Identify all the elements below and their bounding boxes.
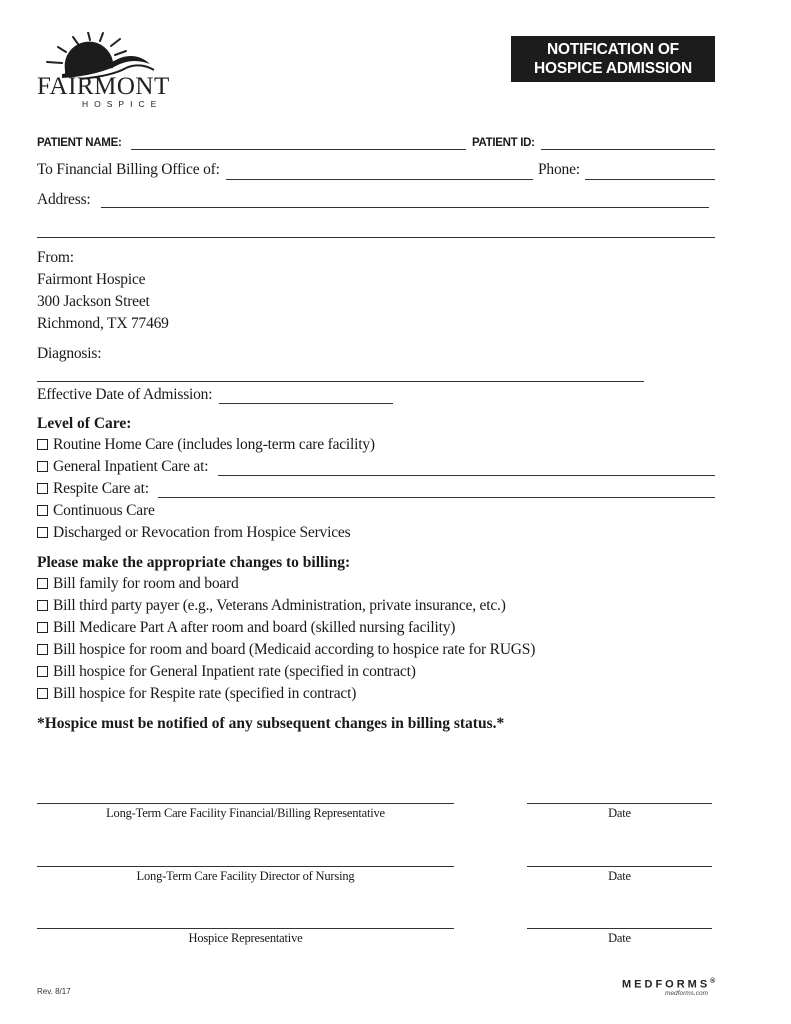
address-field-line-2[interactable] xyxy=(37,237,715,238)
care-option-continuous[interactable] xyxy=(37,502,155,520)
medforms-url: medforms.com xyxy=(665,990,708,997)
billing-notice: *Hospice must be notified of any subsequent changes in billing status.* xyxy=(37,715,505,732)
billing-option-label: Bill Medicare Part A after room and board (skilled nursing facility) xyxy=(53,619,456,636)
patient-id-label: PATIENT ID: xyxy=(472,137,535,149)
date-label: Date xyxy=(608,806,631,820)
billing-option[interactable] xyxy=(37,685,356,703)
phone-label: Phone: xyxy=(538,161,580,178)
logo-subtitle: HOSPICE xyxy=(82,99,163,109)
checkbox[interactable] xyxy=(37,439,48,450)
billing-option[interactable] xyxy=(37,619,455,637)
care-option-routine[interactable] xyxy=(37,436,375,454)
date-line[interactable] xyxy=(527,928,712,929)
checkbox[interactable] xyxy=(37,666,48,677)
date-label: Date xyxy=(608,931,631,945)
checkbox[interactable] xyxy=(37,644,48,655)
billing-option-label: Bill hospice for room and board (Medicaid according to hospice rate for RUGS) xyxy=(53,641,536,658)
checkbox[interactable] xyxy=(37,622,48,633)
revision-label: Rev. 8/17 xyxy=(37,987,71,996)
billing-option-label: Bill hospice for Respite rate (specified in contract) xyxy=(53,685,357,702)
checkbox[interactable] xyxy=(37,461,48,472)
from-name: Fairmont Hospice xyxy=(37,271,146,288)
effective-date-field[interactable] xyxy=(219,403,393,404)
billing-option[interactable] xyxy=(37,641,535,659)
billing-option-label: Bill hospice for General Inpatient rate (specified in contract) xyxy=(53,663,416,680)
registered-mark: ® xyxy=(710,978,716,985)
form-title xyxy=(511,36,715,82)
from-street: 300 Jackson Street xyxy=(37,293,150,310)
checkbox[interactable] xyxy=(37,688,48,699)
billing-option[interactable] xyxy=(37,575,239,593)
care-option-label: Discharged or Revocation from Hospice Services xyxy=(53,524,351,541)
address-label: Address: xyxy=(37,191,91,208)
from-label: From: xyxy=(37,249,74,266)
checkbox[interactable] xyxy=(37,600,48,611)
billing-option-label: Bill family for room and board xyxy=(53,575,239,592)
billing-option[interactable] xyxy=(37,597,506,615)
level-of-care-heading: Level of Care: xyxy=(37,415,132,432)
date-label: Date xyxy=(608,869,631,883)
diagnosis-label: Diagnosis: xyxy=(37,345,102,362)
phone-field[interactable] xyxy=(585,179,715,180)
signature-line[interactable] xyxy=(37,803,454,804)
patient-name-label: PATIENT NAME: xyxy=(37,137,122,149)
care-option-discharged[interactable] xyxy=(37,524,350,542)
care-option-label: Routine Home Care (includes long-term care facility) xyxy=(53,436,375,453)
checkbox[interactable] xyxy=(37,578,48,589)
form-title-line-1: NOTIFICATION OF xyxy=(547,41,679,58)
date-line[interactable] xyxy=(527,803,712,804)
general-inpatient-field[interactable] xyxy=(218,475,715,476)
care-option-respite[interactable] xyxy=(37,480,149,498)
effective-date-label: Effective Date of Admission: xyxy=(37,386,213,403)
signature-label: Long-Term Care Facility Financial/Billing Representative xyxy=(106,806,385,820)
billing-office-label: To Financial Billing Office of: xyxy=(37,161,220,178)
address-field-line-1[interactable] xyxy=(101,207,709,208)
care-option-label: Respite Care at: xyxy=(53,480,149,497)
logo-name: FAIRMONT xyxy=(37,73,170,100)
signature-label: Hospice Representative xyxy=(188,931,303,945)
from-city: Richmond, TX 77469 xyxy=(37,315,169,332)
checkbox[interactable] xyxy=(37,527,48,538)
billing-option-label: Bill third party payer (e.g., Veterans Administration, private insurance, etc.) xyxy=(53,597,506,614)
checkbox[interactable] xyxy=(37,483,48,494)
medforms-logo xyxy=(622,978,715,991)
billing-office-field[interactable] xyxy=(226,179,533,180)
respite-care-field[interactable] xyxy=(158,497,715,498)
checkbox[interactable] xyxy=(37,505,48,516)
signature-line[interactable] xyxy=(37,928,454,929)
care-option-general-inpatient[interactable] xyxy=(37,458,208,476)
billing-heading: Please make the appropriate changes to billing: xyxy=(37,554,351,571)
medforms-brand: MEDFORMS xyxy=(622,978,711,991)
signature-label: Long-Term Care Facility Director of Nursing xyxy=(136,869,355,883)
form-title-line-2: HOSPICE ADMISSION xyxy=(534,60,692,77)
patient-id-field[interactable] xyxy=(541,149,715,150)
date-line[interactable] xyxy=(527,866,712,867)
signature-line[interactable] xyxy=(37,866,454,867)
patient-name-field[interactable] xyxy=(131,149,466,150)
care-option-label: General Inpatient Care at: xyxy=(53,458,209,475)
care-option-label: Continuous Care xyxy=(53,502,155,519)
diagnosis-field[interactable] xyxy=(37,381,644,382)
billing-option[interactable] xyxy=(37,663,416,681)
